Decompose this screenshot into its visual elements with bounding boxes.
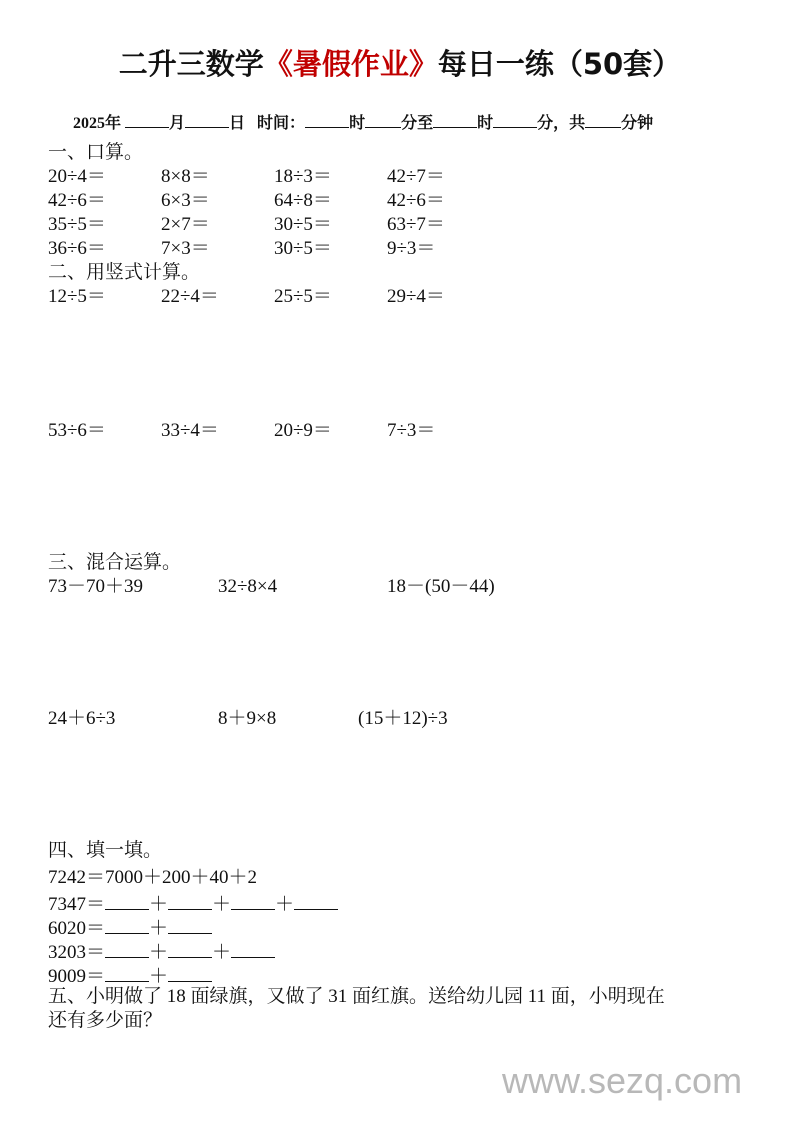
answer-blank[interactable] (168, 939, 212, 958)
mental-math-problem: 35÷5＝ (48, 214, 106, 235)
mental-math-problem: 30÷5＝ (274, 214, 332, 235)
answer-blank[interactable] (231, 891, 275, 910)
mixed-operation-problem: (15＋12)÷3 (358, 708, 448, 729)
mental-math-problem: 6×3＝ (161, 190, 210, 211)
min-blank-1[interactable] (365, 112, 401, 128)
fill-lhs: 9009＝ (48, 966, 106, 987)
min-blank-2[interactable] (493, 112, 537, 128)
total-label: 分钟 (621, 115, 654, 132)
answer-blank[interactable] (105, 891, 149, 910)
vertical-calc-problem: 12÷5＝ (48, 286, 106, 307)
plus-sign: ＋ (212, 894, 232, 915)
fill-lhs: 6020＝ (48, 918, 106, 939)
time-label: 时间： (257, 115, 306, 132)
mental-math-problem: 64÷8＝ (274, 190, 332, 211)
mental-math-problem: 2×7＝ (161, 214, 210, 235)
section-2-heading: 二、用竖式计算。 (48, 262, 201, 283)
min-label-2: 分，共 (537, 115, 586, 132)
vertical-calc-problem: 53÷6＝ (48, 420, 106, 441)
mental-math-problem: 9÷3＝ (387, 238, 436, 259)
vertical-calc-problem: 20÷9＝ (274, 420, 332, 441)
fill-in-item (48, 915, 212, 941)
month-label: 月 (169, 115, 186, 132)
answer-blank[interactable] (105, 915, 149, 934)
page-title (0, 42, 800, 83)
mixed-operation-problem: 32÷8×4 (218, 576, 278, 597)
answer-blank[interactable] (105, 963, 149, 982)
mixed-operation-problem: 24＋6÷3 (48, 708, 116, 729)
plus-sign: ＋ (149, 918, 169, 939)
min-label-1: 分至 (401, 115, 434, 132)
word-problem-line-1: 五、小明做了 18 面绿旗，又做了 31 面红旗。送给幼儿园 11 面，小明现在 (48, 986, 665, 1007)
watermark: www.sezq.com (502, 1060, 743, 1101)
vertical-calc-problem: 33÷4＝ (161, 420, 219, 441)
hour-blank-2[interactable] (433, 112, 477, 128)
vertical-calc-problem: 22÷4＝ (161, 286, 219, 307)
vertical-calc-problem: 7÷3＝ (387, 420, 436, 441)
vertical-calc-problem: 25÷5＝ (274, 286, 332, 307)
vertical-calc-problem: 29÷4＝ (387, 286, 445, 307)
fill-in-item (48, 891, 338, 917)
fill-example: 7242＝7000＋200＋40＋2 (48, 867, 258, 888)
mental-math-problem: 7×3＝ (161, 238, 210, 259)
section-4-heading: 四、填一填。 (48, 840, 163, 861)
month-blank[interactable] (125, 112, 169, 128)
hour-label-1: 时 (349, 115, 366, 132)
mental-math-problem: 30÷5＝ (274, 238, 332, 259)
mental-math-problem: 63÷7＝ (387, 214, 445, 235)
mental-math-problem: 8×8＝ (161, 166, 210, 187)
title-highlight: 《暑假作业》 (263, 47, 438, 81)
title-post: 每日一练（50套） (437, 47, 682, 81)
day-blank[interactable] (185, 112, 229, 128)
plus-sign: ＋ (275, 894, 295, 915)
title-pre: 二升三数学 (118, 47, 264, 81)
plus-sign: ＋ (212, 942, 232, 963)
section-1-heading: 一、口算。 (48, 142, 144, 163)
mixed-operation-problem: 8＋9×8 (218, 708, 277, 729)
fill-in-item (48, 939, 275, 965)
mixed-operation-problem: 73－70＋39 (48, 576, 144, 597)
day-label: 日 (229, 115, 246, 132)
answer-blank[interactable] (294, 891, 338, 910)
mental-math-problem: 42÷6＝ (387, 190, 445, 211)
mental-math-problem: 20÷4＝ (48, 166, 106, 187)
hour-label-2: 时 (477, 115, 494, 132)
answer-blank[interactable] (168, 963, 212, 982)
hour-blank-1[interactable] (305, 112, 349, 128)
mental-math-problem: 18÷3＝ (274, 166, 332, 187)
answer-blank[interactable] (105, 939, 149, 958)
plus-sign: ＋ (149, 894, 169, 915)
mental-math-problem: 42÷7＝ (387, 166, 445, 187)
fill-lhs: 3203＝ (48, 942, 106, 963)
mixed-operation-problem: 18－(50－44) (387, 576, 495, 597)
answer-blank[interactable] (168, 915, 212, 934)
section-3-heading: 三、混合运算。 (48, 552, 182, 573)
plus-sign: ＋ (149, 942, 169, 963)
date-time-line (73, 110, 653, 133)
total-blank[interactable] (585, 112, 621, 128)
answer-blank[interactable] (231, 939, 275, 958)
fill-lhs: 7347＝ (48, 894, 106, 915)
mental-math-problem: 42÷6＝ (48, 190, 106, 211)
word-problem-line-2: 还有多少面？ (48, 1010, 163, 1031)
year-label: 2025年 (73, 115, 122, 132)
answer-blank[interactable] (168, 891, 212, 910)
mental-math-problem: 36÷6＝ (48, 238, 106, 259)
plus-sign: ＋ (149, 966, 169, 987)
